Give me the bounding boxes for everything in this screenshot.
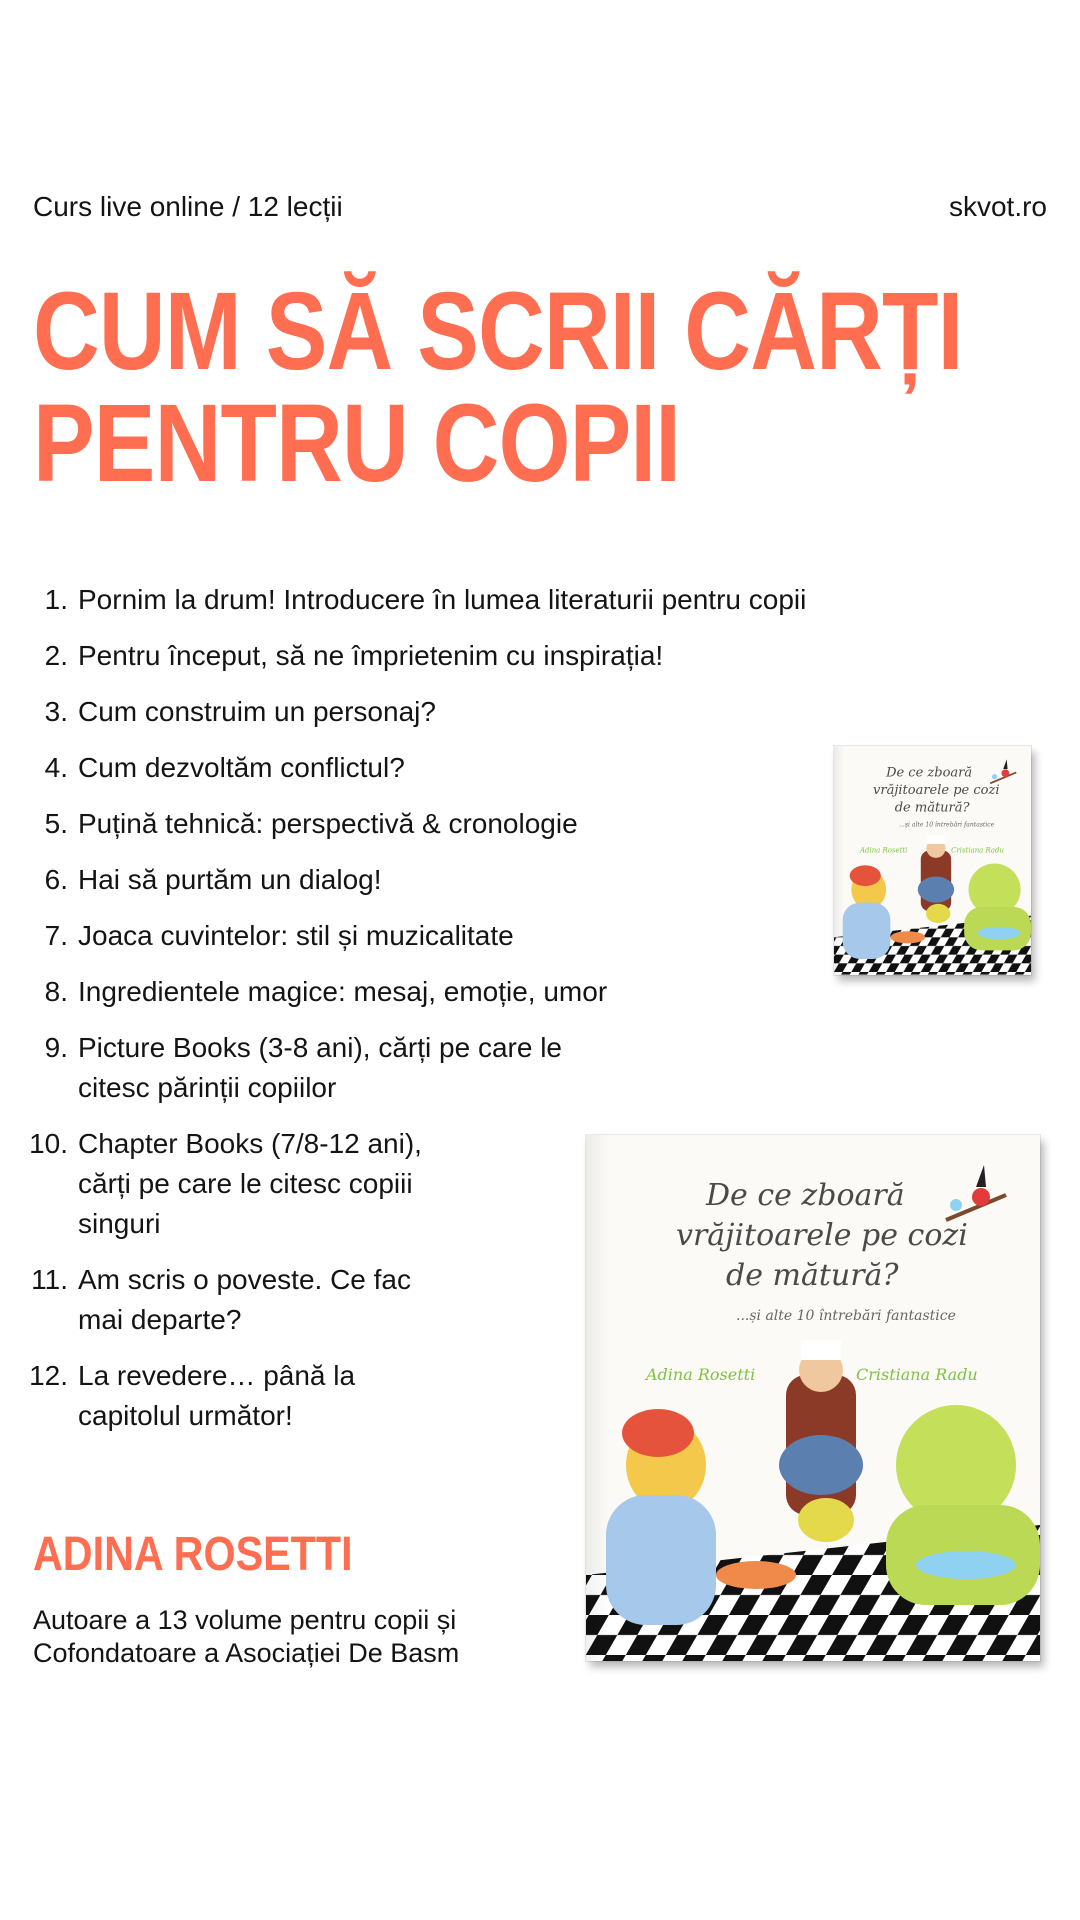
lesson-text: Cum dezvoltăm conflictul? [78,752,405,783]
top-bar [33,190,1047,224]
lesson-number: 5. [44,808,68,839]
lesson-text: Joaca cuvintelor: stil și muzicalitate [78,920,514,951]
author-bio: Autoare a 13 volume pentru copii și Cofondatoare a Asociației De Basm [33,1605,460,1668]
lesson-text: Am scris o poveste. Ce fac mai departe? [78,1264,412,1335]
lesson-number: 4. [44,752,68,783]
lesson-item [0,860,820,900]
lesson-item [0,804,820,844]
lesson-item [0,692,820,732]
book-title-line-2: vrăjitoarele pe cozi [676,1218,968,1253]
lesson-number: 11. [31,1264,68,1295]
lesson-number: 3. [44,696,68,727]
lesson-text: Ingredientele magice: mesaj, emoție, umor [78,976,608,1007]
book-illustrator: Cristiana Radu [951,846,1004,855]
book-title-line-1: De ce zboară [706,1178,905,1213]
lesson-number: 9. [44,1032,68,1063]
author-name: ADINA ROSETTI [33,1528,353,1581]
lesson-text: Pentru început, să ne împrietenim cu inspirația! [78,640,664,671]
book-cover-illustration [834,746,1031,975]
book-author: Adina Rosetti [646,1365,756,1384]
page-title [33,270,963,505]
lesson-text: Chapter Books (7/8-12 ani), cărți pe care le citesc copiii singuri [78,1128,422,1239]
lesson-text: Pornim la drum! Introducere în lumea literaturii pentru copii [78,584,807,615]
lesson-number: 12. [29,1360,68,1391]
lesson-number: 1. [44,584,68,615]
lesson-number: 7. [44,920,68,951]
lesson-text: Cum construim un personaj? [78,696,436,727]
book-cover-small [834,746,1031,975]
lesson-item [0,916,820,956]
course-type-label: Curs live online / 12 lecții [33,191,343,222]
book-title-line-1: De ce zboară [886,765,973,781]
book-subtitle: ...și alte 10 întrebări fantastice [899,821,995,829]
book-subtitle: ...și alte 10 întrebări fantastice [736,1308,956,1324]
book-cover-illustration [586,1135,1040,1661]
lesson-number: 10. [29,1128,68,1159]
book-illustrator: Cristiana Radu [856,1365,978,1384]
site-label: skvot.ro [948,191,1047,222]
lesson-number: 2. [44,640,68,671]
lesson-text: La revedere… până la capitolul următor! [78,1360,356,1431]
lesson-item [0,972,820,1012]
lesson-number: 8. [44,976,68,1007]
book-cover-large [586,1135,1040,1661]
lesson-text: Picture Books (3-8 ani), cărți pe care le citesc părinții copiilor [78,1032,562,1103]
lesson-number: 6. [44,864,68,895]
lesson-text: Puțină tehnică: perspectivă & cronologie [78,808,578,839]
lesson-item [0,580,820,620]
lesson-item [0,636,820,676]
book-title-line-2: vrăjitoarele pe cozi [873,783,1000,799]
book-title-line-3: de mătură? [726,1258,899,1293]
page-title-line-2: PENTRU COPII [33,382,681,505]
lesson-item [0,1028,820,1108]
page-title-line-1: CUM SĂ SCRII CĂRȚI [33,270,963,393]
lesson-item [0,748,820,788]
lesson-text: Hai să purtăm un dialog! [78,864,382,895]
book-title-line-3: de mătură? [894,800,970,816]
book-author: Adina Rosetti [860,846,908,855]
